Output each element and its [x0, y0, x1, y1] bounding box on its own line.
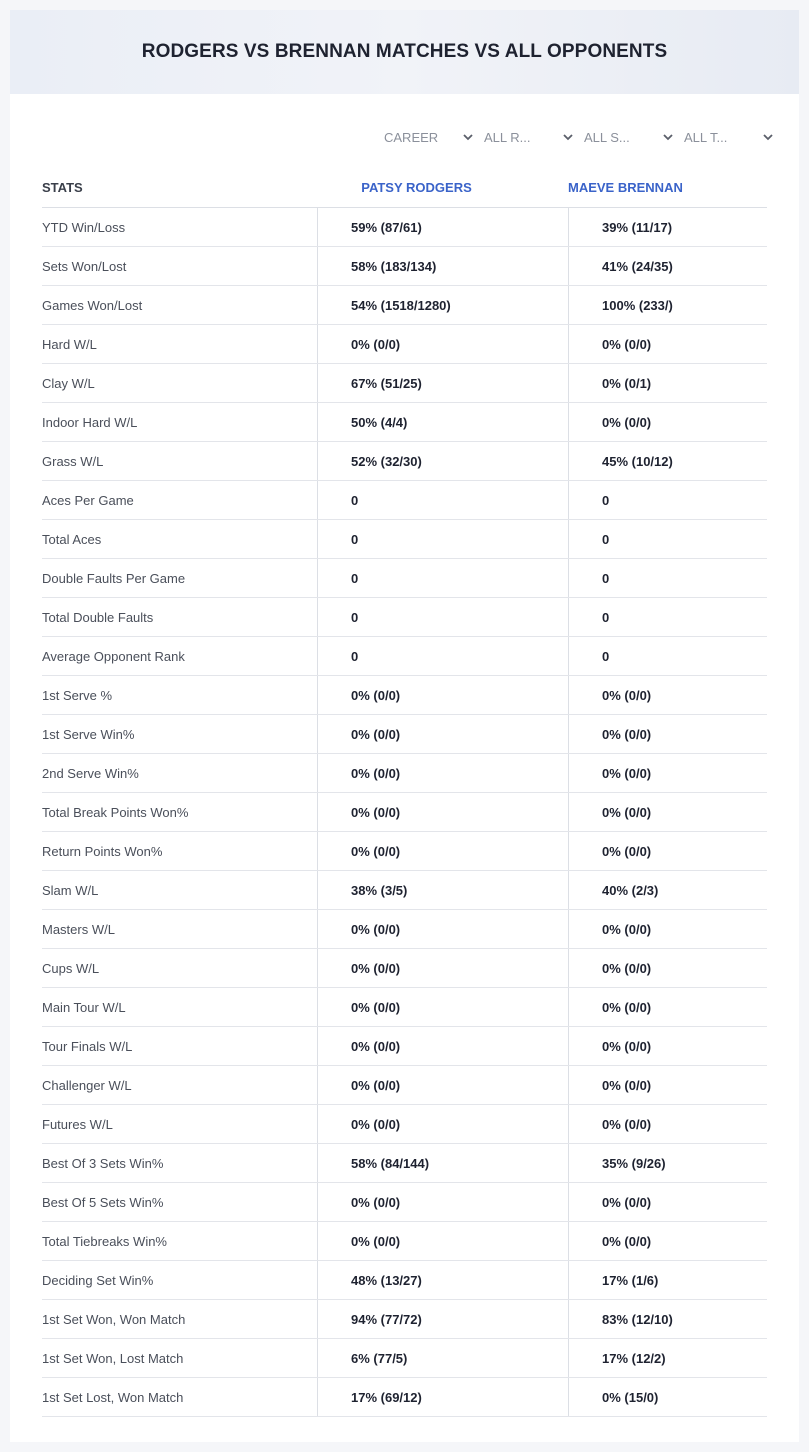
stat-label: Grass W/L [42, 453, 104, 469]
player1-value: 0% (0/0) [317, 793, 568, 831]
player2-value: 0% (0/0) [568, 1066, 767, 1104]
table-row [42, 247, 767, 286]
table-row [42, 754, 767, 793]
player2-value: 0% (0/0) [568, 676, 767, 714]
table-row [42, 520, 767, 559]
player2-value: 41% (24/35) [568, 247, 767, 285]
player1-value: 0% (0/0) [317, 910, 568, 948]
player2-value: 83% (12/10) [568, 1300, 767, 1338]
player1-value: 0 [317, 481, 568, 519]
stat-label: Deciding Set Win% [42, 1272, 154, 1288]
stat-label: Total Aces [42, 531, 102, 547]
player2-value: 0 [568, 598, 767, 636]
player2-value: 0% (0/0) [568, 1027, 767, 1065]
stat-label: Average Opponent Rank [42, 648, 185, 664]
player1-value: 0% (0/0) [317, 325, 568, 363]
player2-value: 17% (12/2) [568, 1339, 767, 1377]
stat-label: Masters W/L [42, 921, 115, 937]
player1-value: 0% (0/0) [317, 1027, 568, 1065]
player1-value: 58% (183/134) [317, 247, 568, 285]
player2-value: 40% (2/3) [568, 871, 767, 909]
table-row [42, 598, 767, 637]
player2-value: 35% (9/26) [568, 1144, 767, 1182]
player2-value: 39% (11/17) [568, 208, 767, 246]
player1-value: 0% (0/0) [317, 1066, 568, 1104]
player1-value: 50% (4/4) [317, 403, 568, 441]
stat-label: Games Won/Lost [42, 297, 143, 313]
player2-value: 0% (0/0) [568, 1105, 767, 1143]
filter-surface-select[interactable] [584, 126, 674, 148]
stat-label: Futures W/L [42, 1116, 113, 1132]
table-body [42, 208, 767, 1417]
player1-value: 0% (0/0) [317, 676, 568, 714]
player1-value: 0 [317, 598, 568, 636]
chevron-down-icon [562, 131, 574, 143]
filter-label: ALL T... [684, 129, 728, 145]
player1-value: 48% (13/27) [317, 1261, 568, 1299]
table-row [42, 364, 767, 403]
header [10, 10, 799, 94]
table-row [42, 676, 767, 715]
table-row [42, 481, 767, 520]
chevron-down-icon [762, 131, 774, 143]
player2-value: 0% (0/0) [568, 949, 767, 987]
player2-value: 17% (1/6) [568, 1261, 767, 1299]
player2-value: 0% (0/0) [568, 1222, 767, 1260]
player1-value: 0 [317, 520, 568, 558]
player1-value: 0% (0/0) [317, 1222, 568, 1260]
stat-label: Main Tour W/L [42, 999, 126, 1015]
table-header [42, 168, 767, 208]
table-row [42, 1027, 767, 1066]
stat-label: Total Tiebreaks Win% [42, 1233, 167, 1249]
player2-value: 0% (0/0) [568, 715, 767, 753]
table-row [42, 1183, 767, 1222]
player1-value: 0% (0/0) [317, 949, 568, 987]
table-row [42, 325, 767, 364]
stats-table [42, 168, 767, 1417]
player1-value: 54% (1518/1280) [317, 286, 568, 324]
player1-value: 0% (0/0) [317, 1183, 568, 1221]
player1-value: 0% (0/0) [317, 754, 568, 792]
player2-value: 0 [568, 520, 767, 558]
table-row [42, 910, 767, 949]
player1-value: 58% (84/144) [317, 1144, 568, 1182]
player2-value: 0% (0/0) [568, 793, 767, 831]
table-row [42, 988, 767, 1027]
player1-value: 67% (51/25) [317, 364, 568, 402]
stat-label: 1st Serve % [42, 687, 113, 703]
table-row [42, 286, 767, 325]
player2-value: 0% (0/0) [568, 1183, 767, 1221]
stat-label: Best Of 3 Sets Win% [42, 1155, 164, 1171]
column-header-stats: STATS [42, 180, 83, 195]
chevron-down-icon [662, 131, 674, 143]
table-row [42, 1339, 767, 1378]
filter-bar [384, 126, 784, 148]
player2-value: 0% (0/0) [568, 403, 767, 441]
filter-label: ALL S... [584, 129, 630, 145]
filter-round-select[interactable] [484, 126, 574, 148]
stat-label: Cups W/L [42, 960, 100, 976]
stat-label: Challenger W/L [42, 1077, 132, 1093]
table-row [42, 793, 767, 832]
stat-label: Best Of 5 Sets Win% [42, 1194, 164, 1210]
column-header-player1[interactable]: PATSY RODGERS [361, 180, 472, 195]
table-row [42, 832, 767, 871]
filter-label: CAREER [384, 129, 439, 145]
table-row [42, 1066, 767, 1105]
stat-label: YTD Win/Loss [42, 219, 126, 235]
stat-label: Total Double Faults [42, 609, 154, 625]
player1-value: 94% (77/72) [317, 1300, 568, 1338]
table-row [42, 637, 767, 676]
stat-label: Indoor Hard W/L [42, 414, 138, 430]
table-row [42, 1222, 767, 1261]
player2-value: 0% (0/1) [568, 364, 767, 402]
stat-label: Sets Won/Lost [42, 258, 127, 274]
player1-value: 0% (0/0) [317, 715, 568, 753]
table-row [42, 559, 767, 598]
stat-label: Slam W/L [42, 882, 99, 898]
table-row [42, 403, 767, 442]
filter-tournament-select[interactable] [684, 126, 774, 148]
stat-label: 2nd Serve Win% [42, 765, 139, 781]
player2-value: 0% (0/0) [568, 754, 767, 792]
player1-value: 6% (77/5) [317, 1339, 568, 1377]
column-header-player2[interactable]: MAEVE BRENNAN [568, 180, 683, 195]
player1-value: 0% (0/0) [317, 988, 568, 1026]
table-row [42, 1144, 767, 1183]
table-row [42, 715, 767, 754]
stat-label: Aces Per Game [42, 492, 134, 508]
stat-label: Clay W/L [42, 375, 95, 391]
filter-period-select[interactable] [384, 126, 474, 148]
player1-value: 0 [317, 559, 568, 597]
table-row [42, 1300, 767, 1339]
player2-value: 0 [568, 559, 767, 597]
player2-value: 0 [568, 637, 767, 675]
page-title: RODGERS VS BRENNAN MATCHES VS ALL OPPONENTS [141, 41, 668, 62]
player1-value: 59% (87/61) [317, 208, 568, 246]
table-row [42, 1378, 767, 1417]
table-row [42, 1261, 767, 1300]
player2-value: 0% (0/0) [568, 988, 767, 1026]
stat-label: 1st Set Won, Lost Match [42, 1350, 184, 1366]
stat-label: Return Points Won% [42, 843, 163, 859]
player1-value: 38% (3/5) [317, 871, 568, 909]
player2-value: 0% (0/0) [568, 910, 767, 948]
player2-value: 45% (10/12) [568, 442, 767, 480]
player2-value: 0% (15/0) [568, 1378, 767, 1416]
stat-label: Total Break Points Won% [42, 804, 189, 820]
stat-label: 1st Set Lost, Won Match [42, 1389, 184, 1405]
player1-value: 17% (69/12) [317, 1378, 568, 1416]
player2-value: 100% (233/) [568, 286, 767, 324]
player1-value: 0% (0/0) [317, 832, 568, 870]
stat-label: Double Faults Per Game [42, 570, 186, 586]
table-row [42, 442, 767, 481]
stat-label: 1st Serve Win% [42, 726, 135, 742]
table-row [42, 1105, 767, 1144]
table-row [42, 949, 767, 988]
player2-value: 0% (0/0) [568, 832, 767, 870]
stat-label: Hard W/L [42, 336, 97, 352]
player1-value: 52% (32/30) [317, 442, 568, 480]
stats-card [10, 10, 799, 1442]
stat-label: 1st Set Won, Won Match [42, 1311, 186, 1327]
table-row [42, 208, 767, 247]
player1-value: 0% (0/0) [317, 1105, 568, 1143]
stat-label: Tour Finals W/L [42, 1038, 133, 1054]
filter-label: ALL R... [484, 129, 531, 145]
player1-value: 0 [317, 637, 568, 675]
player2-value: 0 [568, 481, 767, 519]
chevron-down-icon [462, 131, 474, 143]
table-row [42, 871, 767, 910]
player2-value: 0% (0/0) [568, 325, 767, 363]
